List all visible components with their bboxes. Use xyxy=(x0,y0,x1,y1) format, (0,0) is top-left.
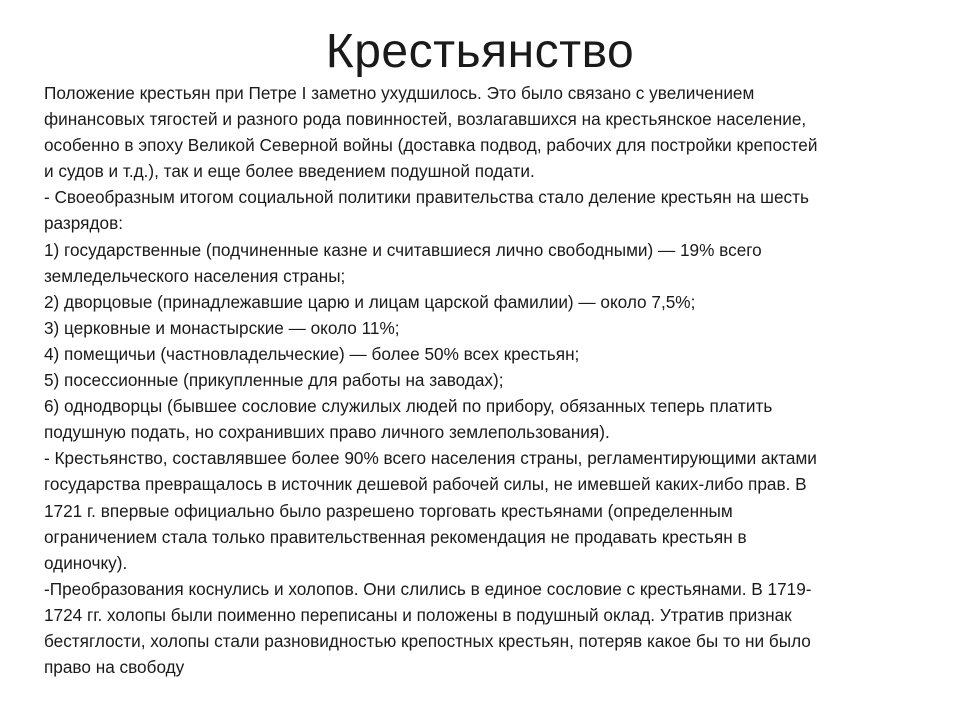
body-line: одиночку). xyxy=(44,552,128,573)
body-line: разрядов: xyxy=(44,213,123,234)
body-line: -Преобразования коснулись и холопов. Они слились в единое сословие с крестьянами. В 1719- xyxy=(44,578,812,599)
body-line: ограничением стала только правительственная рекомендация не продавать крестьян в xyxy=(44,526,747,547)
slide-body xyxy=(44,80,924,680)
body-line: бестяглости, холопы стали разновидностью крепостных крестьян, потеряв какое бы то ни было xyxy=(44,630,811,651)
body-line: - Крестьянство, составлявшее более 90% всего населения страны, регламентирующими актами xyxy=(44,448,817,469)
body-line: 6) однодворцы (бывшее сословие служилых людей по прибору, обязанных теперь платить xyxy=(44,396,773,417)
body-line: земледельческого населения страны; xyxy=(44,265,346,286)
body-line: 3) церковные и монастырские — около 11%; xyxy=(44,317,400,338)
body-line: - Своеобразным итогом социальной политики правительства стало деление крестьян на шесть xyxy=(44,187,809,208)
body-line: государства превращалось в источник дешевой рабочей силы, не имевшей каких-либо прав. В xyxy=(44,474,807,495)
body-line: и судов и т.д.), так и еще более введением подушной подати. xyxy=(44,161,535,182)
body-line: 5) посессионные (прикупленные для работы на заводах); xyxy=(44,370,504,391)
body-line: 1721 г. впервые официально было разрешено торговать крестьянами (определенным xyxy=(44,500,733,521)
body-line: 2) дворцовые (принадлежавшие царю и лицам царской фамилии) — около 7,5%; xyxy=(44,291,696,312)
body-line: финансовых тягостей и разного рода повинностей, возлагавшихся на крестьянское население, xyxy=(44,109,807,130)
body-line: особенно в эпоху Великой Северной войны (доставка подвод, рабочих для постройки крепостей xyxy=(44,135,818,156)
body-line: право на свободу xyxy=(44,657,185,678)
body-line: 1) государственные (подчиненные казне и считавшиеся лично свободными) — 19% всего xyxy=(44,239,762,260)
body-line: 4) помещичьи (частновладельческие) — более 50% всех крестьян; xyxy=(44,343,580,364)
body-line: Положение крестьян при Петре I заметно ухудшилось. Это было связано с увеличением xyxy=(44,83,755,103)
body-line: 1724 гг. холопы были поименно переписаны и положены в подушный оклад. Утратив признак xyxy=(44,604,792,625)
slide-title: Крестьянство xyxy=(325,25,635,78)
body-line: подушную подать, но сохранивших право личного землепользования). xyxy=(44,422,610,443)
